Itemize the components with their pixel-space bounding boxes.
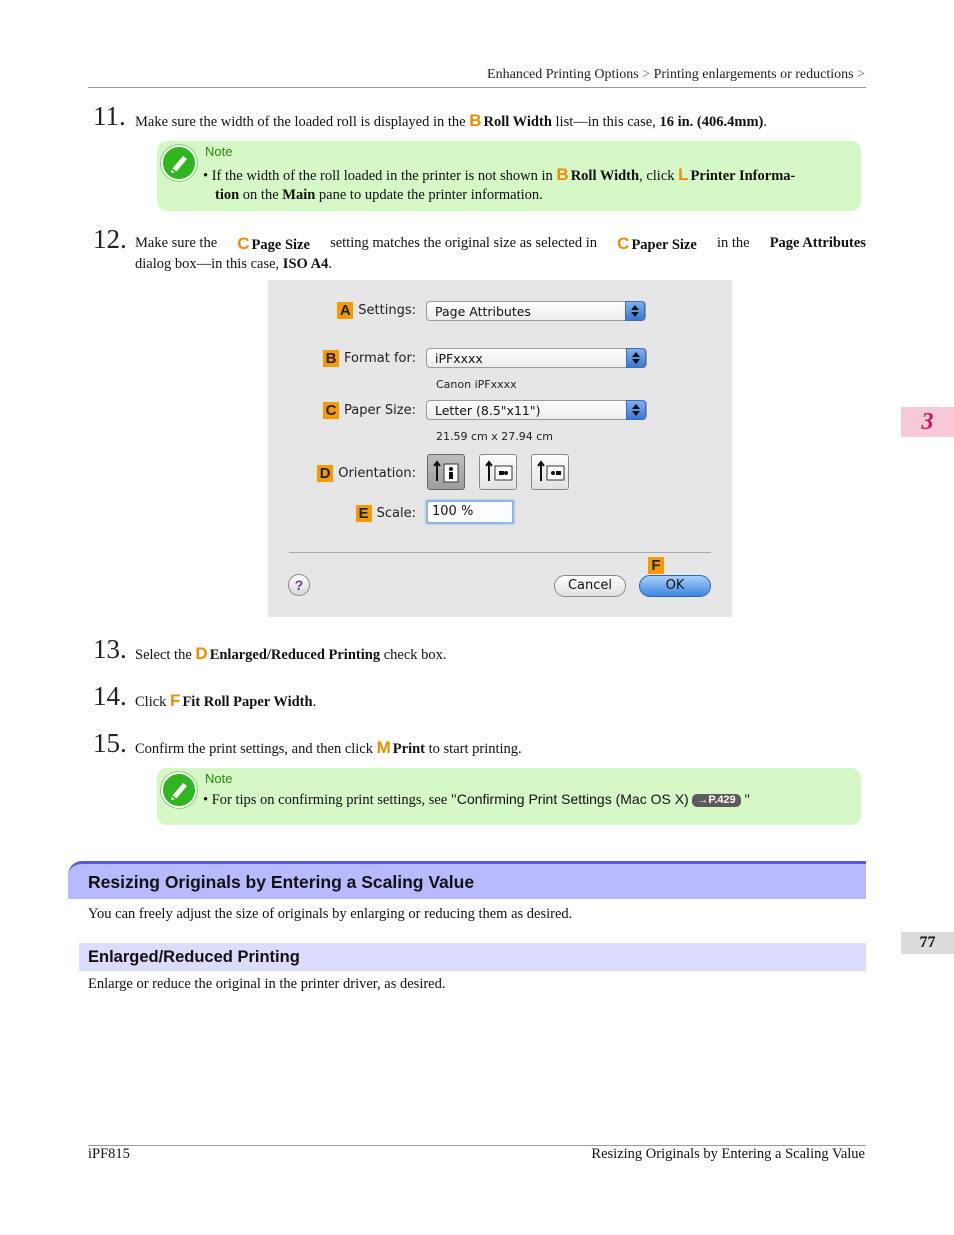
orientation-label bbox=[317, 465, 416, 482]
step-text: setting matches the original size as selected in bbox=[330, 235, 598, 251]
label-text: Settings: bbox=[358, 303, 416, 318]
breadcrumb-item-enhanced-printing[interactable]: Enhanced Printing Options bbox=[487, 67, 639, 82]
step-text: Make sure the width of the loaded roll is displayed in the bbox=[135, 114, 466, 130]
label-text: Paper Size: bbox=[343, 403, 416, 418]
note-pencil-icon bbox=[161, 772, 197, 808]
callout-key: F bbox=[170, 691, 181, 710]
orientation-landscape-button[interactable] bbox=[479, 454, 517, 490]
ui-term: Page Size bbox=[251, 237, 310, 253]
step-text: to start printing. bbox=[428, 741, 522, 757]
step-text: Select the bbox=[135, 647, 192, 663]
note-text-part: pane to update the printer information. bbox=[318, 187, 543, 203]
step-text: dialog box—in this case, bbox=[135, 256, 280, 272]
step-text: in the bbox=[716, 235, 750, 251]
page-number-tab: 77 bbox=[901, 932, 954, 954]
step-15-text bbox=[135, 738, 522, 759]
section-heading bbox=[68, 861, 866, 899]
callout-key: C bbox=[617, 234, 630, 253]
ui-term: 16 in. (406.4mm) bbox=[659, 114, 764, 130]
bullet: • bbox=[203, 792, 209, 808]
orientation-portrait-button[interactable] bbox=[427, 454, 465, 490]
paper-dimensions: 21.59 cm x 27.94 cm bbox=[436, 430, 554, 443]
callout-key: C bbox=[237, 234, 250, 253]
step-text: Click bbox=[135, 694, 167, 710]
label-text: Format for: bbox=[344, 351, 416, 366]
note-text-part: on the bbox=[242, 187, 279, 203]
format-for-popup[interactable] bbox=[426, 348, 647, 368]
step-text: . bbox=[763, 114, 767, 130]
step-13-text bbox=[135, 644, 447, 665]
settings-popup[interactable] bbox=[426, 301, 646, 321]
settings-label bbox=[337, 302, 416, 319]
popup-arrows-icon bbox=[625, 301, 645, 321]
chapter-tab[interactable]: 3 bbox=[901, 407, 954, 437]
scale-label bbox=[356, 505, 416, 522]
note-text bbox=[203, 165, 853, 205]
format-for-label bbox=[323, 350, 416, 367]
step-12-text bbox=[135, 234, 866, 274]
note-box bbox=[157, 141, 861, 211]
ui-term: ISO A4 bbox=[282, 256, 329, 272]
paper-size-popup[interactable] bbox=[426, 400, 647, 420]
subsection-heading bbox=[79, 943, 866, 971]
popup-arrows-icon bbox=[626, 348, 646, 368]
step-text: Confirm the print settings, and then click bbox=[135, 741, 373, 757]
note-text-part: For tips on confirming print settings, see " bbox=[211, 792, 457, 808]
step-number: 11. bbox=[93, 101, 126, 131]
callout-key: E bbox=[356, 505, 372, 522]
cross-reference-link[interactable]: Confirming Print Settings (Mac OS X) bbox=[456, 791, 689, 807]
ui-term: Main bbox=[282, 187, 316, 203]
ui-term: Roll Width bbox=[570, 168, 640, 184]
note-text-part: " bbox=[744, 792, 751, 808]
popup-arrows-icon bbox=[626, 400, 646, 420]
breadcrumb-separator: > bbox=[642, 67, 651, 82]
cancel-button[interactable]: Cancel bbox=[554, 575, 626, 597]
note-pencil-icon bbox=[161, 145, 197, 181]
callout-key: B bbox=[469, 111, 482, 130]
popup-value: iPFxxxx bbox=[435, 351, 483, 366]
note-text-part: If the width of the roll loaded in the printer is not shown in bbox=[211, 168, 553, 184]
callout-key: F bbox=[648, 557, 664, 574]
ui-term: tion bbox=[215, 187, 240, 203]
callout-key: B bbox=[556, 165, 569, 184]
bullet: • bbox=[203, 168, 209, 184]
step-14-text bbox=[135, 691, 316, 712]
step-text: Make sure the bbox=[135, 235, 218, 251]
callout-key: A bbox=[337, 302, 353, 319]
breadcrumb-separator: > bbox=[857, 67, 865, 82]
page-reference-badge[interactable]: →P.429 bbox=[692, 794, 740, 807]
ui-term: Page Attributes bbox=[769, 235, 866, 251]
label-text: Orientation: bbox=[338, 466, 416, 481]
ui-term: Roll Width bbox=[483, 114, 552, 130]
note-box bbox=[157, 768, 861, 825]
breadcrumb bbox=[487, 67, 865, 83]
callout-key: D bbox=[317, 465, 333, 482]
ui-term: Fit Roll Paper Width bbox=[182, 694, 313, 710]
section-paragraph: You can freely adjust the size of originals by enlarging or reducing them as desired. bbox=[88, 906, 573, 922]
step-number: 12. bbox=[93, 224, 127, 254]
callout-key: L bbox=[678, 165, 689, 184]
header-rule bbox=[88, 87, 866, 88]
note-label: Note bbox=[205, 771, 233, 786]
subsection-title: Enlarged/Reduced Printing bbox=[88, 948, 300, 966]
step-number: 15. bbox=[93, 728, 127, 758]
popup-value: Page Attributes bbox=[435, 304, 531, 319]
orientation-reverse-landscape-button[interactable] bbox=[531, 454, 569, 490]
callout-key: B bbox=[323, 350, 339, 367]
page-attributes-dialog bbox=[268, 280, 732, 617]
label-text: Scale: bbox=[376, 506, 416, 521]
note-text bbox=[203, 790, 750, 810]
step-11-text bbox=[135, 111, 866, 132]
step-number: 14. bbox=[93, 681, 127, 711]
callout-key: M bbox=[376, 738, 391, 757]
breadcrumb-item-enlargements[interactable]: Printing enlargements or reductions bbox=[653, 67, 854, 82]
note-text-part: , click bbox=[639, 168, 675, 184]
help-button[interactable]: ? bbox=[288, 574, 310, 596]
ok-button[interactable]: OK bbox=[639, 575, 711, 597]
paper-size-label bbox=[323, 402, 416, 419]
step-text: . bbox=[328, 256, 332, 272]
popup-value: Letter (8.5"x11") bbox=[435, 403, 541, 418]
subsection-paragraph: Enlarge or reduce the original in the printer driver, as desired. bbox=[88, 976, 446, 992]
section-title: Resizing Originals by Entering a Scaling Value bbox=[88, 872, 475, 892]
scale-input[interactable]: 100 % bbox=[426, 500, 514, 524]
step-text: check box. bbox=[383, 647, 447, 663]
step-text: . bbox=[312, 694, 317, 710]
footer-model: iPF815 bbox=[88, 1146, 130, 1162]
step-number: 13. bbox=[93, 634, 127, 664]
footer-section-title: Resizing Originals by Entering a Scaling Value bbox=[591, 1146, 865, 1162]
note-label: Note bbox=[205, 144, 233, 159]
printer-description: Canon iPFxxxx bbox=[436, 378, 517, 391]
ui-term: Print bbox=[392, 741, 426, 757]
ui-term: Printer Informa- bbox=[690, 168, 796, 184]
callout-key: C bbox=[323, 402, 339, 419]
dialog-divider bbox=[289, 552, 711, 553]
callout-key: D bbox=[195, 644, 208, 663]
step-text: list—in this case, bbox=[555, 114, 656, 130]
ui-term: Enlarged/Reduced Printing bbox=[209, 647, 381, 663]
ui-term: Paper Size bbox=[631, 237, 697, 253]
